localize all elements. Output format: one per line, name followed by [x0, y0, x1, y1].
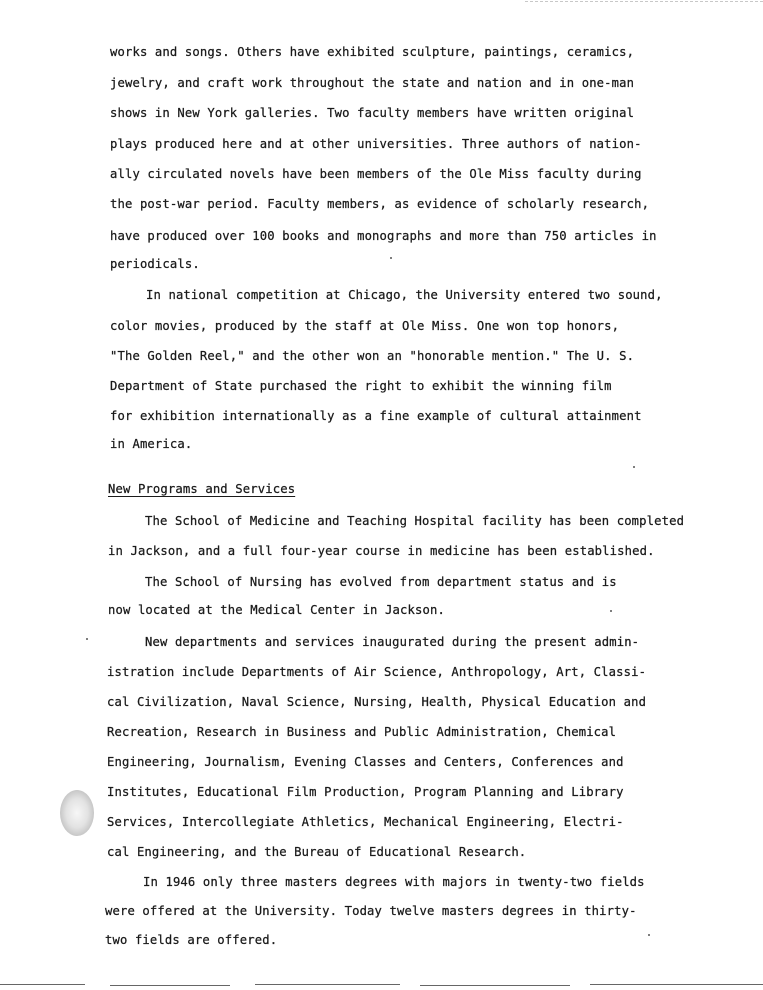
text-line: jewelry, and craft work throughout the state and nation and in one-man [110, 76, 635, 90]
scan-speck [86, 638, 88, 640]
text-line: plays produced here and at other universities. Three authors of nation- [110, 137, 642, 151]
text-line: Engineering, Journalism, Evening Classes and Centers, Conferences and [107, 755, 624, 769]
scan-speck [390, 257, 392, 259]
text-line: Department of State purchased the right to exhibit the winning film [110, 379, 612, 393]
scan-speck [633, 466, 635, 468]
text-line: cal Engineering, and the Bureau of Educational Research. [107, 845, 527, 859]
text-line: ally circulated novels have been members of the Ole Miss faculty during [110, 167, 642, 181]
text-line: shows in New York galleries. Two faculty members have written original [110, 106, 635, 120]
section-heading: New Programs and Services [108, 482, 296, 496]
bottom-scan-edge [590, 984, 763, 985]
text-line: the post-war period. Faculty members, as evidence of scholarly research, [110, 197, 650, 211]
text-line: in Jackson, and a full four-year course in medicine has been established. [108, 544, 655, 558]
bottom-scan-edge [420, 985, 570, 986]
text-line: New departments and services inaugurated during the present admin- [145, 635, 640, 649]
scan-speck [610, 610, 612, 612]
punch-hole-mark [60, 790, 94, 836]
text-line: In 1946 only three masters degrees with majors in twenty-two fields [143, 875, 645, 889]
text-line: Services, Intercollegiate Athletics, Mechanical Engineering, Electri- [107, 815, 624, 829]
text-line: periodicals. [110, 257, 200, 271]
text-line: The School of Nursing has evolved from department status and is [145, 575, 617, 589]
text-line: works and songs. Others have exhibited sculpture, paintings, ceramics, [110, 45, 635, 59]
text-line: were offered at the University. Today twelve masters degrees in thirty- [105, 904, 637, 918]
text-line: cal Civilization, Naval Science, Nursing, Health, Physical Education and [107, 695, 647, 709]
text-line: for exhibition internationally as a fine example of cultural attainment [110, 409, 642, 423]
bottom-scan-edge [0, 984, 85, 985]
text-line: In national competition at Chicago, the University entered two sound, [146, 288, 663, 302]
text-line: now located at the Medical Center in Jackson. [108, 603, 445, 617]
scan-speck [648, 934, 650, 936]
text-line: Institutes, Educational Film Production, Program Planning and Library [107, 785, 624, 799]
text-line: in America. [110, 437, 193, 451]
text-line: have produced over 100 books and monographs and more than 750 articles in [110, 229, 657, 243]
text-line: color movies, produced by the staff at Ole Miss. One won top honors, [110, 319, 620, 333]
bottom-scan-edge [255, 984, 400, 985]
text-line: Recreation, Research in Business and Public Administration, Chemical [107, 725, 617, 739]
text-line: The School of Medicine and Teaching Hospital facility has been completed [145, 514, 685, 528]
text-line: two fields are offered. [105, 933, 278, 947]
top-scan-edge [525, 1, 763, 2]
bottom-scan-edge [110, 985, 230, 986]
text-line: istration include Departments of Air Science, Anthropology, Art, Classi- [107, 665, 647, 679]
text-line: "The Golden Reel," and the other won an "honorable mention." The U. S. [110, 349, 635, 363]
